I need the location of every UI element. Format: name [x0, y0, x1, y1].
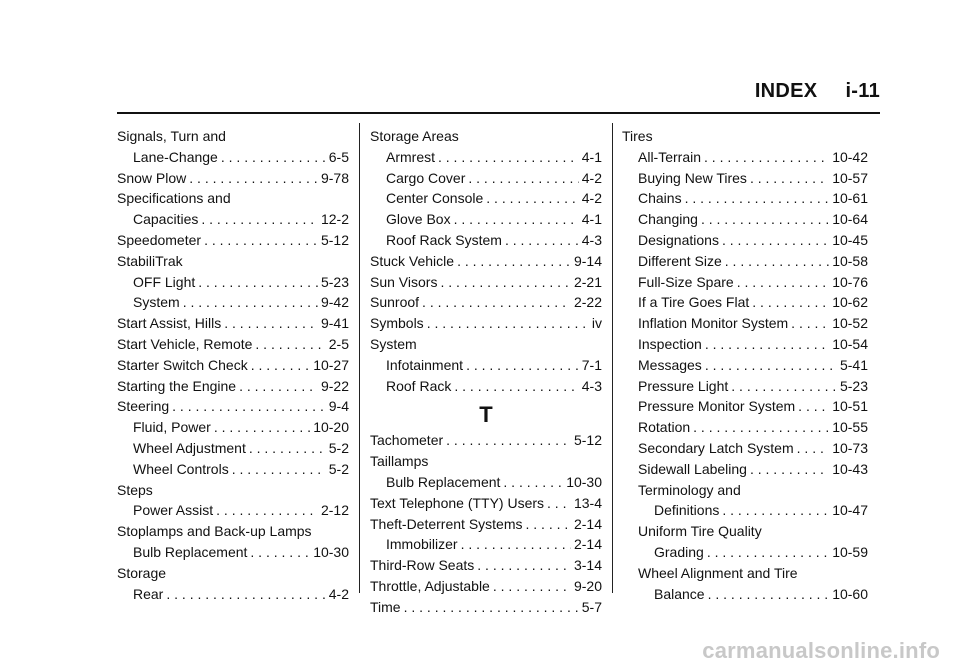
index-entry-term: Third-Row Seats	[370, 557, 475, 574]
index-entry-term: Starting the Engine	[117, 377, 237, 394]
dot-leader	[708, 584, 830, 605]
index-entry-term: Steering	[117, 398, 170, 415]
index-entry	[622, 521, 868, 542]
index-entry	[117, 230, 349, 251]
dot-leader	[685, 188, 830, 209]
index-entry-page: 10-30	[313, 543, 349, 560]
index-entry-term: Inspection	[638, 335, 702, 352]
index-entry-page: 10-47	[832, 502, 868, 519]
dot-leader	[725, 251, 829, 272]
dot-leader	[704, 147, 829, 168]
index-entry-term: Cargo Cover	[386, 169, 466, 186]
dot-leader	[454, 376, 578, 397]
dot-leader	[232, 459, 326, 480]
index-entry-term: Specifications and	[117, 190, 231, 207]
index-entry-page: 10-73	[832, 439, 868, 456]
index-entry	[370, 126, 602, 147]
index-entry-term: Pressure Monitor System	[638, 398, 796, 415]
index-entry	[370, 555, 602, 576]
dot-leader	[750, 168, 829, 189]
dot-leader	[250, 542, 310, 563]
index-entry-term: Signals, Turn and	[117, 128, 226, 144]
index-entry-page: 10-20	[313, 419, 349, 436]
index-entry	[117, 292, 349, 313]
dot-leader	[172, 396, 326, 417]
index-entry-page: 5-12	[573, 432, 602, 449]
dot-leader	[204, 230, 318, 251]
index-entry-term: Different Size	[638, 252, 722, 269]
index-entry-page: 10-54	[832, 335, 868, 352]
index-entry	[622, 209, 868, 230]
index-entry-page: 2-5	[328, 335, 349, 352]
dot-leader	[526, 514, 571, 535]
dot-leader	[216, 500, 318, 521]
index-entry-page: 2-21	[573, 273, 602, 290]
dot-leader	[422, 292, 571, 313]
index-entry	[117, 355, 349, 376]
dot-leader	[239, 376, 318, 397]
index-column-3	[622, 126, 868, 604]
index-entry-term: Fluid, Power	[133, 419, 211, 436]
index-entry	[370, 251, 602, 272]
dot-leader	[705, 334, 829, 355]
dot-leader	[731, 376, 837, 397]
index-entry	[370, 188, 602, 209]
column-divider	[359, 123, 360, 593]
index-column-2	[370, 126, 602, 618]
index-entry-page: 4-3	[581, 231, 602, 248]
dot-leader	[255, 334, 325, 355]
index-entry-term: Infotainment	[386, 356, 464, 373]
index-entry-page: 5-2	[328, 460, 349, 477]
dot-leader	[797, 438, 830, 459]
index-entry-term: Inflation Monitor System	[638, 315, 789, 332]
index-entry-page: 9-14	[573, 252, 602, 269]
dot-leader	[493, 576, 571, 597]
index-entry-term: Balance	[654, 585, 705, 602]
index-entry	[622, 355, 868, 376]
dot-leader	[201, 209, 318, 230]
index-entry	[117, 147, 349, 168]
dot-leader	[798, 396, 829, 417]
index-entry-page: 12-2	[320, 211, 349, 228]
index-entry-page: 2-12	[320, 502, 349, 519]
index-entry-term: If a Tire Goes Flat	[638, 294, 750, 311]
header-page-number: i-11	[845, 80, 880, 102]
index-entry	[370, 168, 602, 189]
index-entry	[117, 396, 349, 417]
index-entry-page: 9-78	[320, 169, 349, 186]
index-entry-page: 10-43	[832, 460, 868, 477]
index-entry-term: Pressure Light	[638, 377, 729, 394]
index-entry-term: Text Telephone (TTY) Users	[370, 494, 545, 511]
index-entry	[117, 417, 349, 438]
dot-leader	[791, 313, 829, 334]
index-entry	[117, 438, 349, 459]
index-entry-page: 3-14	[573, 557, 602, 574]
index-entry-term: Messages	[638, 356, 702, 373]
index-entry-term: Armrest	[386, 148, 435, 165]
index-entry	[622, 230, 868, 251]
dot-leader	[701, 209, 829, 230]
dot-leader	[503, 472, 563, 493]
index-entry-term: Wheel Controls	[133, 460, 229, 477]
index-entry-term: Throttle, Adjustable	[370, 577, 490, 594]
index-entry-page: 5-23	[839, 377, 868, 394]
index-column-1	[117, 126, 349, 604]
dot-leader	[547, 493, 571, 514]
index-entry-term: Roof Rack System	[386, 231, 502, 248]
index-entry-page: 10-27	[313, 356, 349, 373]
index-entry-term: Bulb Replacement	[133, 543, 248, 560]
index-entry-term: Buying New Tires	[638, 169, 747, 186]
index-entry-page: 9-42	[320, 294, 349, 311]
index-entry	[622, 500, 868, 521]
index-entry-term: Symbols	[370, 315, 424, 332]
index-group-s	[370, 126, 602, 396]
index-entry	[370, 272, 602, 293]
index-entry-page: 10-76	[832, 273, 868, 290]
index-entry-page: 9-20	[573, 577, 602, 594]
index-entry	[370, 376, 602, 397]
index-entry-page: 7-1	[581, 356, 602, 373]
dot-leader	[221, 147, 326, 168]
index-entry-page: 9-41	[320, 315, 349, 332]
dot-leader	[224, 313, 318, 334]
index-entry	[370, 230, 602, 251]
index-entry-page: 4-1	[581, 211, 602, 228]
section-letter: T	[479, 402, 493, 428]
index-entry-page: 10-59	[832, 543, 868, 560]
index-entry	[622, 188, 868, 209]
index-entry-term: Chains	[638, 190, 682, 207]
index-entry	[370, 472, 602, 493]
column-divider	[612, 123, 613, 593]
index-entry-term: Sidewall Labeling	[638, 460, 747, 477]
header-title: INDEX	[754, 80, 818, 102]
index-entry-page: 10-58	[832, 252, 868, 269]
index-entry-term: System	[133, 294, 180, 311]
dot-leader	[752, 292, 829, 313]
index-entry-term: Steps	[117, 481, 153, 498]
index-entry	[370, 209, 602, 230]
index-entry	[622, 542, 868, 563]
dot-leader	[251, 355, 310, 376]
index-entry-page: 2-14	[573, 515, 602, 532]
index-entry-page: 4-3	[581, 377, 602, 394]
index-entry-page: 13-4	[573, 494, 602, 511]
index-entry	[622, 292, 868, 313]
dot-leader	[486, 188, 578, 209]
index-entry-term: Terminology and	[638, 481, 741, 498]
dot-leader	[737, 272, 829, 293]
dot-leader	[693, 417, 829, 438]
index-entry	[370, 451, 602, 472]
index-entry	[370, 334, 602, 355]
index-entry	[370, 147, 602, 168]
header-rule	[117, 112, 880, 114]
dot-leader	[454, 209, 579, 230]
index-entry-page: 5-41	[839, 356, 868, 373]
index-entry-term: Capacities	[133, 211, 199, 228]
index-entry	[117, 376, 349, 397]
index-entry-term: StabiliTrak	[117, 252, 183, 269]
index-entry-page: 4-2	[581, 169, 602, 186]
index-entry-term: Secondary Latch System	[638, 439, 794, 456]
index-entry	[117, 168, 349, 189]
index-entry	[622, 313, 868, 334]
index-entry	[117, 480, 349, 501]
index-entry-page: 5-2	[328, 439, 349, 456]
index-entry	[117, 500, 349, 521]
index-entry	[117, 126, 349, 147]
dot-leader	[461, 534, 571, 555]
index-entry	[117, 251, 349, 272]
index-entry-page: 10-57	[832, 169, 868, 186]
index-entry-page: 10-60	[832, 585, 868, 602]
index-entry-page: 5-23	[320, 273, 349, 290]
dot-leader	[722, 500, 829, 521]
index-entry-page: 10-51	[832, 398, 868, 415]
index-entry	[117, 188, 349, 209]
index-entry-term: Storage	[117, 564, 167, 581]
index-entry-term: Wheel Alignment and Tire	[638, 564, 798, 581]
dot-leader	[438, 147, 579, 168]
index-entry-page: 5-7	[581, 598, 602, 615]
index-entry-page: 10-45	[832, 231, 868, 248]
dot-leader	[705, 355, 837, 376]
index-entry	[622, 459, 868, 480]
index-entry-term: Start Vehicle, Remote	[117, 335, 253, 352]
index-entry	[370, 430, 602, 451]
index-entry	[622, 438, 868, 459]
dot-leader	[468, 168, 578, 189]
index-entry-page: 2-14	[573, 536, 602, 553]
index-entry	[117, 563, 349, 584]
index-entry-page: iv	[591, 315, 602, 332]
index-entry	[622, 147, 868, 168]
dot-leader	[404, 597, 579, 618]
index-entry-term: Uniform Tire Quality	[638, 523, 762, 540]
page-header	[755, 80, 880, 103]
dot-leader	[249, 438, 326, 459]
index-entry-page: 4-2	[328, 585, 349, 602]
index-entry-term: Taillamps	[370, 453, 429, 470]
index-group-t	[370, 430, 602, 617]
index-entry	[117, 272, 349, 293]
index-entry-term: Definitions	[654, 502, 720, 519]
index-entry	[370, 534, 602, 555]
index-entry	[622, 584, 868, 605]
index-entry-term: Lane-Change	[133, 148, 218, 165]
index-entry-term: Start Assist, Hills	[117, 315, 222, 332]
index-entry-term: All-Terrain	[638, 148, 702, 165]
index-entry-term: Wheel Adjustment	[133, 439, 246, 456]
dot-leader	[505, 230, 579, 251]
index-entry-term: Immobilizer	[386, 536, 458, 553]
index-entry	[622, 272, 868, 293]
index-entry-page: 10-64	[832, 211, 868, 228]
index-entry-term: Bulb Replacement	[386, 473, 501, 490]
index-entry-page: 6-5	[328, 148, 349, 165]
index-entry	[370, 493, 602, 514]
index-entry-page: 4-1	[581, 148, 602, 165]
index-entry	[622, 417, 868, 438]
dot-leader	[166, 584, 325, 605]
index-entry	[622, 251, 868, 272]
index-entry-page: 9-4	[328, 398, 349, 415]
index-entry	[622, 168, 868, 189]
index-entry-page: 2-22	[573, 294, 602, 311]
index-entry-term: Tires	[622, 128, 653, 144]
index-entry	[622, 480, 868, 501]
index-entry	[622, 376, 868, 397]
index-entry-page: 10-30	[566, 473, 602, 490]
index-entry-term: OFF Light	[133, 273, 196, 290]
index-entry-term: Changing	[638, 211, 698, 228]
dot-leader	[440, 272, 571, 293]
index-entry	[370, 597, 602, 618]
dot-leader	[189, 168, 318, 189]
index-entry	[117, 521, 349, 542]
index-entry	[117, 542, 349, 563]
index-entry-term: Full-Size Spare	[638, 273, 734, 290]
index-entry-page: 9-22	[320, 377, 349, 394]
index-entry	[622, 396, 868, 417]
index-entry-term: Stuck Vehicle	[370, 252, 455, 269]
index-entry-term: System	[370, 335, 417, 352]
dot-leader	[446, 430, 571, 451]
index-entry-term: Power Assist	[133, 502, 214, 519]
index-entry-term: Sunroof	[370, 294, 420, 311]
index-entry-term: Grading	[654, 543, 704, 560]
index-entry	[622, 563, 868, 584]
index-entry-term: Rear	[133, 585, 164, 602]
dot-leader	[707, 542, 829, 563]
index-entry-term: Center Console	[386, 190, 484, 207]
index-entry-term: Snow Plow	[117, 169, 187, 186]
index-entry	[622, 334, 868, 355]
dot-leader	[214, 417, 310, 438]
index-entry-page: 4-2	[581, 190, 602, 207]
index-entry-term: Theft-Deterrent Systems	[370, 515, 523, 532]
index-entry	[370, 355, 602, 376]
index-entry	[117, 459, 349, 480]
watermark-text[interactable]: carmanualsonline.info	[702, 638, 940, 663]
index-entry-term: Starter Switch Check	[117, 356, 248, 373]
index-entry	[117, 584, 349, 605]
dot-leader	[183, 292, 318, 313]
index-entry-page: 10-42	[832, 148, 868, 165]
index-entry-term: Glove Box	[386, 211, 451, 228]
index-entry-page: 10-55	[832, 419, 868, 436]
index-entry-term: Tachometer	[370, 432, 444, 449]
dot-leader	[457, 251, 571, 272]
index-entry	[117, 334, 349, 355]
index-entry-term: Storage Areas	[370, 128, 459, 144]
index-entry	[370, 313, 602, 334]
index-entry-term: Designations	[638, 231, 719, 248]
index-entry	[370, 576, 602, 597]
dot-leader	[198, 272, 318, 293]
index-entry	[370, 292, 602, 313]
index-entry-term: Sun Visors	[370, 273, 438, 290]
index-entry-page: 5-12	[320, 231, 349, 248]
index-entry-term: Speedometer	[117, 231, 202, 248]
index-entry-term: Time	[370, 598, 401, 615]
index-entry	[117, 313, 349, 334]
dot-leader	[722, 230, 829, 251]
dot-leader	[750, 459, 829, 480]
index-entry-page: 10-61	[832, 190, 868, 207]
dot-leader	[466, 355, 579, 376]
index-entry-term: Rotation	[638, 419, 691, 436]
dot-leader	[427, 313, 589, 334]
index-entry	[117, 209, 349, 230]
index-entry-term: Roof Rack	[386, 377, 452, 394]
index-entry	[370, 514, 602, 535]
index-entry	[622, 126, 868, 147]
index-entry-page: 10-62	[832, 294, 868, 311]
dot-leader	[477, 555, 571, 576]
index-entry-page: 10-52	[832, 315, 868, 332]
index-entry-term: Stoplamps and Back-up Lamps	[117, 523, 312, 540]
